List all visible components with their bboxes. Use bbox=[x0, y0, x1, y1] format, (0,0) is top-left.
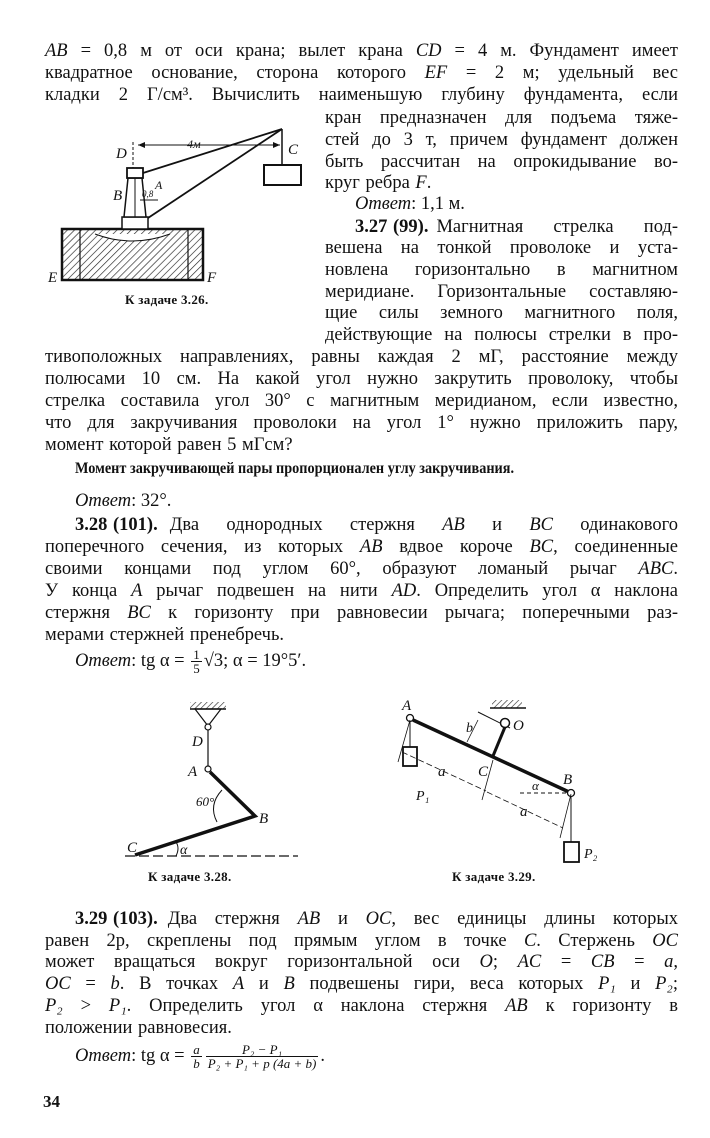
text-line: кладки 2 Г/см³. Вычислить наименьшую глубину фундамента, если bbox=[45, 85, 678, 105]
answer-327 bbox=[75, 490, 171, 512]
label-dim-4m: 4м bbox=[187, 137, 201, 151]
problem-number: 3.29 (103). bbox=[75, 909, 158, 929]
answer-328 bbox=[75, 648, 306, 675]
figure-caption: К задаче 3.28. bbox=[148, 869, 232, 884]
numerator: 1 bbox=[193, 647, 200, 662]
label-C: C bbox=[288, 142, 299, 158]
numerator: P₂ − P₁ bbox=[206, 1043, 319, 1057]
label-D: D bbox=[116, 146, 127, 162]
figure-caption: К задаче 3.29. bbox=[452, 869, 536, 884]
figure-3-26-crane bbox=[0, 0, 320, 300]
answer-326 bbox=[355, 193, 465, 215]
text-line: круг ребра F. bbox=[325, 173, 432, 193]
text-line: У конца A рычаг подвешен на нити AD. Определить угол α наклона bbox=[45, 581, 678, 601]
label-F: F bbox=[207, 270, 217, 286]
label-dim-08: 0,8 bbox=[142, 189, 154, 199]
denominator: 5 bbox=[193, 661, 200, 676]
answer-label: Ответ bbox=[75, 650, 132, 671]
fraction bbox=[191, 648, 202, 675]
figure-caption: К задаче 3.26. bbox=[125, 292, 209, 307]
page-number: 34 bbox=[43, 1092, 60, 1111]
text-line: новлена горизонтально в магнитном bbox=[325, 260, 678, 280]
label-a1: a bbox=[438, 764, 446, 780]
label-A: A bbox=[402, 698, 412, 714]
label-b: b bbox=[466, 721, 473, 736]
label-P1: P₁ bbox=[416, 789, 430, 804]
label-A: A bbox=[188, 764, 198, 780]
text-line: действующие на полюсы стрелки в про- bbox=[325, 325, 678, 345]
text-line: меридиане. Горизонтальные составляю- bbox=[325, 282, 678, 302]
text-line: тивоположных направлениях, равны каждая 2 мГ, расстояние между bbox=[45, 347, 678, 367]
label-B: B bbox=[113, 188, 123, 204]
text-line: стержня BC к горизонту при равновесии рычага; поперечными раз- bbox=[45, 603, 679, 623]
text-line: Магнитная стрелка под- bbox=[436, 217, 678, 237]
answer-value: : 1,1 м. bbox=[411, 194, 465, 214]
fraction bbox=[206, 1043, 319, 1070]
fraction bbox=[191, 1043, 202, 1070]
text-line: Два стержня AB и OC, вес единицы длины которых bbox=[167, 909, 679, 929]
problem-327-heading bbox=[355, 216, 678, 238]
label-A: A bbox=[155, 178, 163, 192]
text-line: поперечного сечения, из которых AB вдвое короче BC, соединенные bbox=[45, 537, 678, 557]
text-line: полюсами 10 см. На какой угол нужно закрутить проволоку, чтобы bbox=[45, 369, 678, 389]
label-alpha: α bbox=[532, 778, 539, 793]
text-line: квадратное основание, сторона которого EF = 2 м; удельный вес bbox=[45, 63, 678, 83]
problem-328-heading bbox=[75, 514, 678, 536]
denominator: P₂ + P₁ + p (4a + b) bbox=[207, 1056, 317, 1071]
label-C: C bbox=[478, 764, 489, 780]
answer-prefix: : tg α = bbox=[131, 1045, 190, 1066]
denominator: b bbox=[193, 1056, 200, 1071]
answer-label: Ответ bbox=[75, 491, 132, 511]
label-B: B bbox=[259, 811, 269, 827]
answer-329 bbox=[75, 1043, 325, 1070]
label-P2: P₂ bbox=[584, 847, 598, 862]
text-line: стрелка составила угол 30° с магнитным меридианом, если известно, bbox=[45, 391, 678, 411]
problem-number: 3.27 (99). bbox=[355, 217, 429, 237]
answer-label: Ответ bbox=[355, 194, 412, 214]
figure-3-29-rods bbox=[370, 690, 630, 870]
text-line: AB = 0,8 м от оси крана; вылет крана CD = 4 м. Фундамент имеет bbox=[45, 41, 678, 61]
text-line: быть рассчитан на опрокидывание во- bbox=[325, 152, 678, 172]
figure-3-28-lever bbox=[100, 690, 320, 870]
problem-number: 3.28 (101). bbox=[75, 515, 158, 535]
text-line: стей до 3 т, причем фундамент должен bbox=[325, 130, 678, 150]
label-O: O bbox=[513, 718, 524, 734]
label-alpha: α bbox=[180, 843, 188, 858]
hint-note: Момент закручивающей пары пропорционален углу закручивания. bbox=[75, 460, 515, 477]
label-C: C bbox=[127, 840, 138, 856]
answer-suffix: . bbox=[320, 1045, 326, 1066]
answer-suffix: ; α = 19°5′. bbox=[223, 650, 307, 671]
text-line: равен 2p, скреплены под прямым углом в точке C. Стержень OC bbox=[45, 931, 678, 951]
text-line: может вращаться вокруг горизонтальной оси O; AC = CB = a, bbox=[45, 952, 679, 972]
label-a2: a bbox=[520, 804, 528, 820]
text-line: что для закручивания проволоки на угол 1° нужно приложить пару, bbox=[45, 413, 678, 433]
text-line: щие силы земного магнитного поля, bbox=[325, 303, 678, 323]
problem-329-heading bbox=[75, 908, 678, 930]
text-line: кран предназначен для подъема тяже- bbox=[325, 108, 678, 128]
text-line: мерами стержней пренебречь. bbox=[45, 625, 285, 645]
label-B: B bbox=[563, 772, 573, 788]
text-line: положении равновесия. bbox=[45, 1018, 232, 1038]
numerator: a bbox=[193, 1042, 200, 1057]
text-line: момент которой равен 5 мГсм? bbox=[45, 435, 293, 455]
label-angle-60: 60° bbox=[196, 794, 215, 809]
text-line: Два однородных стержня AB и BC одинакового bbox=[169, 515, 678, 535]
text-line: своими концами под углом 60°, образуют ломаный рычаг ABC. bbox=[45, 559, 678, 579]
answer-value: : 32°. bbox=[131, 491, 172, 511]
text-line: вешена на тонкой проволоке и уста- bbox=[325, 238, 678, 258]
text-line: P₂ > P₁. Определить угол α наклона стержня AB к горизонту в bbox=[45, 996, 678, 1016]
label-D: D bbox=[192, 734, 203, 750]
root: √3 bbox=[203, 650, 224, 671]
answer-prefix: : tg α = bbox=[131, 650, 190, 671]
text-line: OC = b. В точках A и B подвешены гири, веса которых P₁ и P₂; bbox=[45, 974, 678, 994]
answer-label: Ответ bbox=[75, 1045, 132, 1066]
label-E: E bbox=[48, 270, 58, 286]
